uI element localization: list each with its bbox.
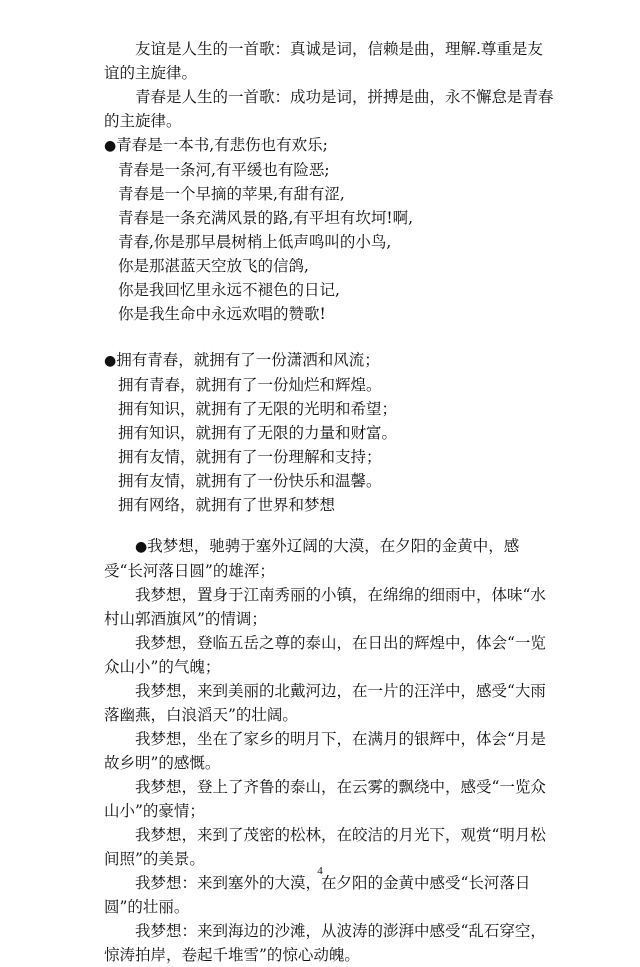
possession-poem [104, 348, 556, 517]
section-spacer [104, 326, 556, 348]
verse-line: 拥有知识，就拥有了无限的光明和希望； [118, 400, 398, 418]
dream-paragraph: 我梦想，登临五岳之尊的泰山，在日出的辉煌中，体会“一览众山小”的气魄； [104, 634, 546, 676]
dream-paragraph: 我梦想，来到了茂密的松林，在皎洁的月光下，观赏“明月松间照”的美景。 [104, 826, 546, 868]
page-number: 4 [317, 865, 323, 877]
verse-line: 拥有网络，就拥有了世界和梦想 [118, 496, 336, 514]
verse-line: 你是我回忆里永远不褪色的日记, [118, 281, 340, 299]
verse-line: 拥有友情，就拥有了一份快乐和温馨。 [118, 472, 382, 490]
verse-line: ●青春是一本书,有悲伤也有欢乐; [104, 136, 328, 154]
dream-paragraph: 我梦想，来到美丽的北戴河边，在一片的汪洋中，感受“大雨落幽燕，白浪滔天”的壮阔。 [104, 682, 546, 724]
bullet-marker: ● [104, 353, 117, 369]
page-content [104, 37, 556, 967]
verse-line: ●拥有青春，就拥有了一份潇洒和风流； [104, 351, 380, 369]
bullet-marker: ● [104, 138, 117, 154]
verse-line: 青春,你是那早晨树梢上低声鸣叫的小鸟, [118, 233, 392, 251]
verse-line: 青春是一条充满风景的路,有平坦有坎坷!啊, [118, 209, 414, 227]
verse-line: 青春是一条河,有平缓也有险恶; [118, 161, 330, 179]
verse-line: 拥有友情，就拥有了一份理解和支持； [118, 448, 382, 466]
dream-section [104, 534, 556, 967]
verse-line: 你是我生命中永远欢唱的赞歌! [118, 305, 326, 323]
dream-paragraph: 我梦想，置身于江南秀丽的小镇，在绵绵的细雨中，体味“水村山郭酒旗风”的情调； [104, 586, 546, 628]
dream-paragraph: 我梦想，坐在了家乡的明月下，在满月的银辉中，体会“月是故乡明”的感慨。 [104, 730, 546, 772]
section-spacer [104, 517, 556, 534]
dream-paragraph: 我梦想：来到塞外的大漠，在夕阳的金黄中感受“长河落日圆”的壮丽。 [104, 874, 531, 916]
bullet-marker: ● [135, 539, 148, 555]
verse-line: 拥有知识，就拥有了无限的力量和财富。 [118, 424, 398, 442]
dream-paragraph: 我梦想，登上了齐鲁的泰山，在云雾的飘绕中，感受“一览众山小”的豪情； [104, 778, 546, 820]
youth-poem [104, 133, 556, 326]
youth-song-paragraph: 青春是人生的一首歌：成功是词，拼搏是曲，永不懈怠是青春的主旋律。 [104, 88, 554, 130]
verse-line: 你是那湛蓝天空放飞的信鸽, [118, 257, 309, 275]
verse-line: 青春是一个早摘的苹果,有甜有涩, [118, 185, 345, 203]
dream-paragraph: 我梦想：来到海边的沙滩，从波涛的澎湃中感受“乱石穿空，惊涛拍岸，卷起千堆雪”的惊心动魄。 [104, 922, 546, 964]
dream-paragraph: ●我梦想，驰骋于塞外辽阔的大漠，在夕阳的金黄中，感受“长河落日圆”的雄浑； [104, 537, 520, 580]
verse-line: 拥有青春，就拥有了一份灿烂和辉煌。 [118, 376, 382, 394]
friendship-paragraph: 友谊是人生的一首歌：真诚是词，信赖是曲，理解.尊重是友谊的主旋律。 [104, 40, 543, 82]
